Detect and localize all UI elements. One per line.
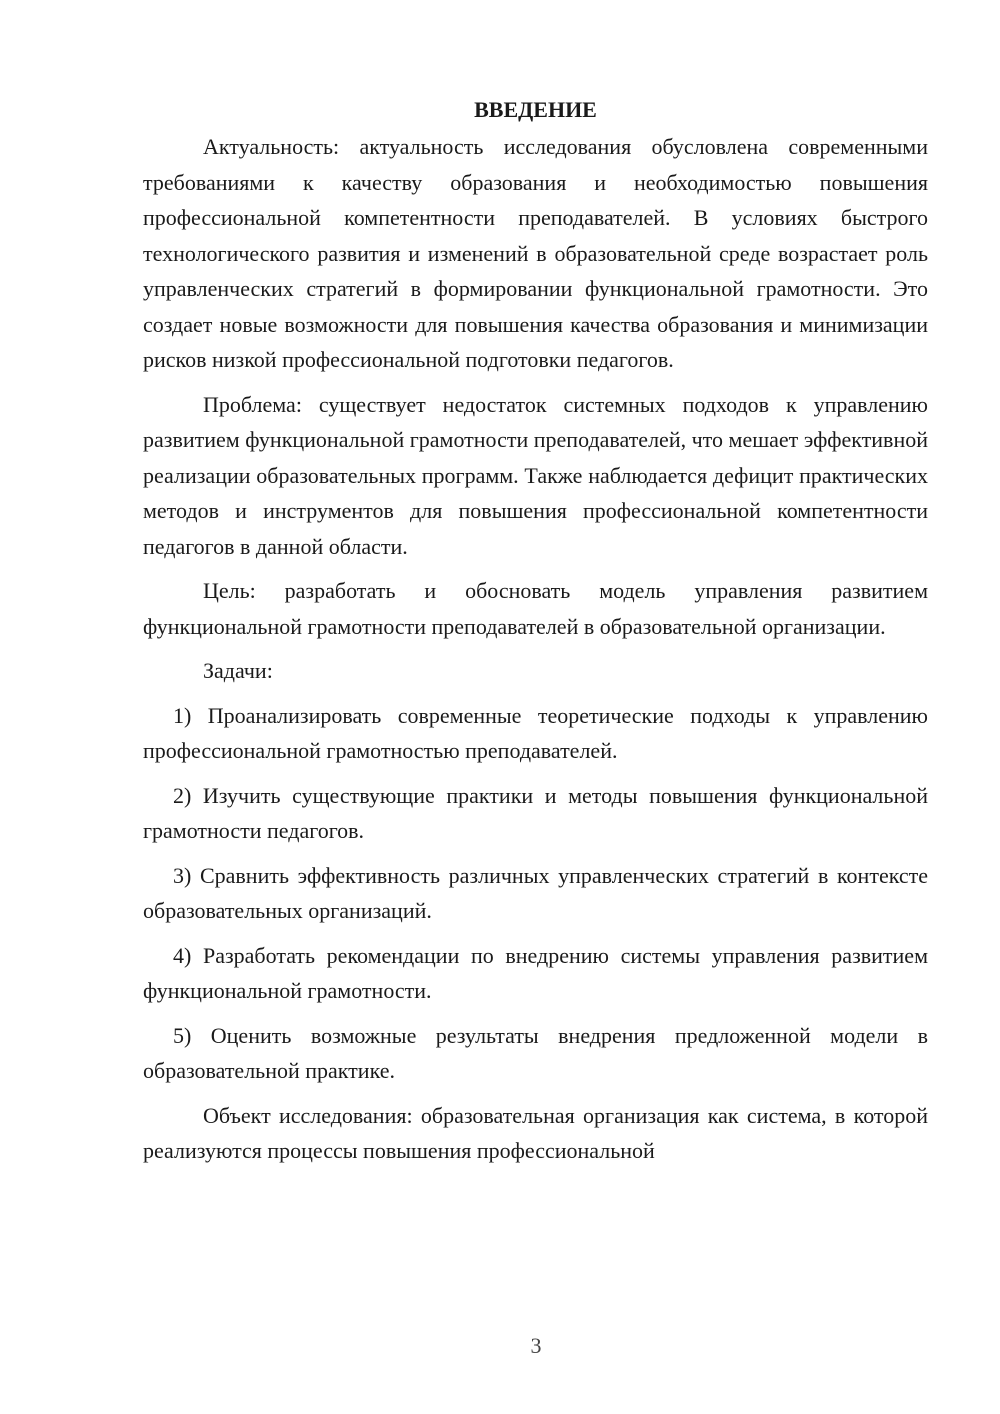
paragraph-problem: Проблема: существует недостаток системных подходов к управлению развитием функциональной грамотности преподавателей, что мешает эффективной реализации образовательных программ. Также наблюдается дефицит практических методов и инструментов для повышения профессиональной компетентности педагогов в данной области. [143, 391, 928, 559]
list-item: 2) Изучить существующие практики и методы повышения функциональной грамотности педагогов. [143, 782, 928, 843]
tasks-label: Задачи: [203, 658, 273, 683]
list-item: 5) Оценить возможные результаты внедрения предложенной модели в образовательной практике. [143, 1022, 928, 1083]
paragraph-goal: Цель: разработать и обосновать модель управления развитием функциональной грамотности преподавателей в образовательной организации. [143, 578, 928, 639]
list-item: 1) Проанализировать современные теоретические подходы к управлению профессиональной грамотностью преподавателей. [143, 702, 928, 763]
paragraph-relevance: Актуальность: актуальность исследования обусловлена современными требованиями к качеству образования и необходимостью повышения профессиональной компетентности преподавателей. В условиях быстрого технологического развития и изменений в образовательной среде возрастает роль управленческих стратегий в формировании функциональной грамотности. Это создает новые возможности для повышения качества образования и минимизации рисков низкой профессиональной подготовки педагогов. [143, 134, 928, 372]
list-item: 3) Сравнить эффективность различных управленческих стратегий в контексте образовательных организаций. [143, 862, 928, 923]
page-content [143, 92, 928, 1178]
page-number: 3 [530, 1333, 542, 1358]
page-title: ВВЕДЕНИЕ [474, 97, 597, 122]
paragraph-object: Объект исследования: образовательная организация как система, в которой реализуются процессы повышения профессиональной [143, 1102, 928, 1163]
tasks-list [143, 698, 928, 1089]
list-item: 4) Разработать рекомендации по внедрению системы управления развитием функциональной грамотности. [143, 942, 928, 1003]
